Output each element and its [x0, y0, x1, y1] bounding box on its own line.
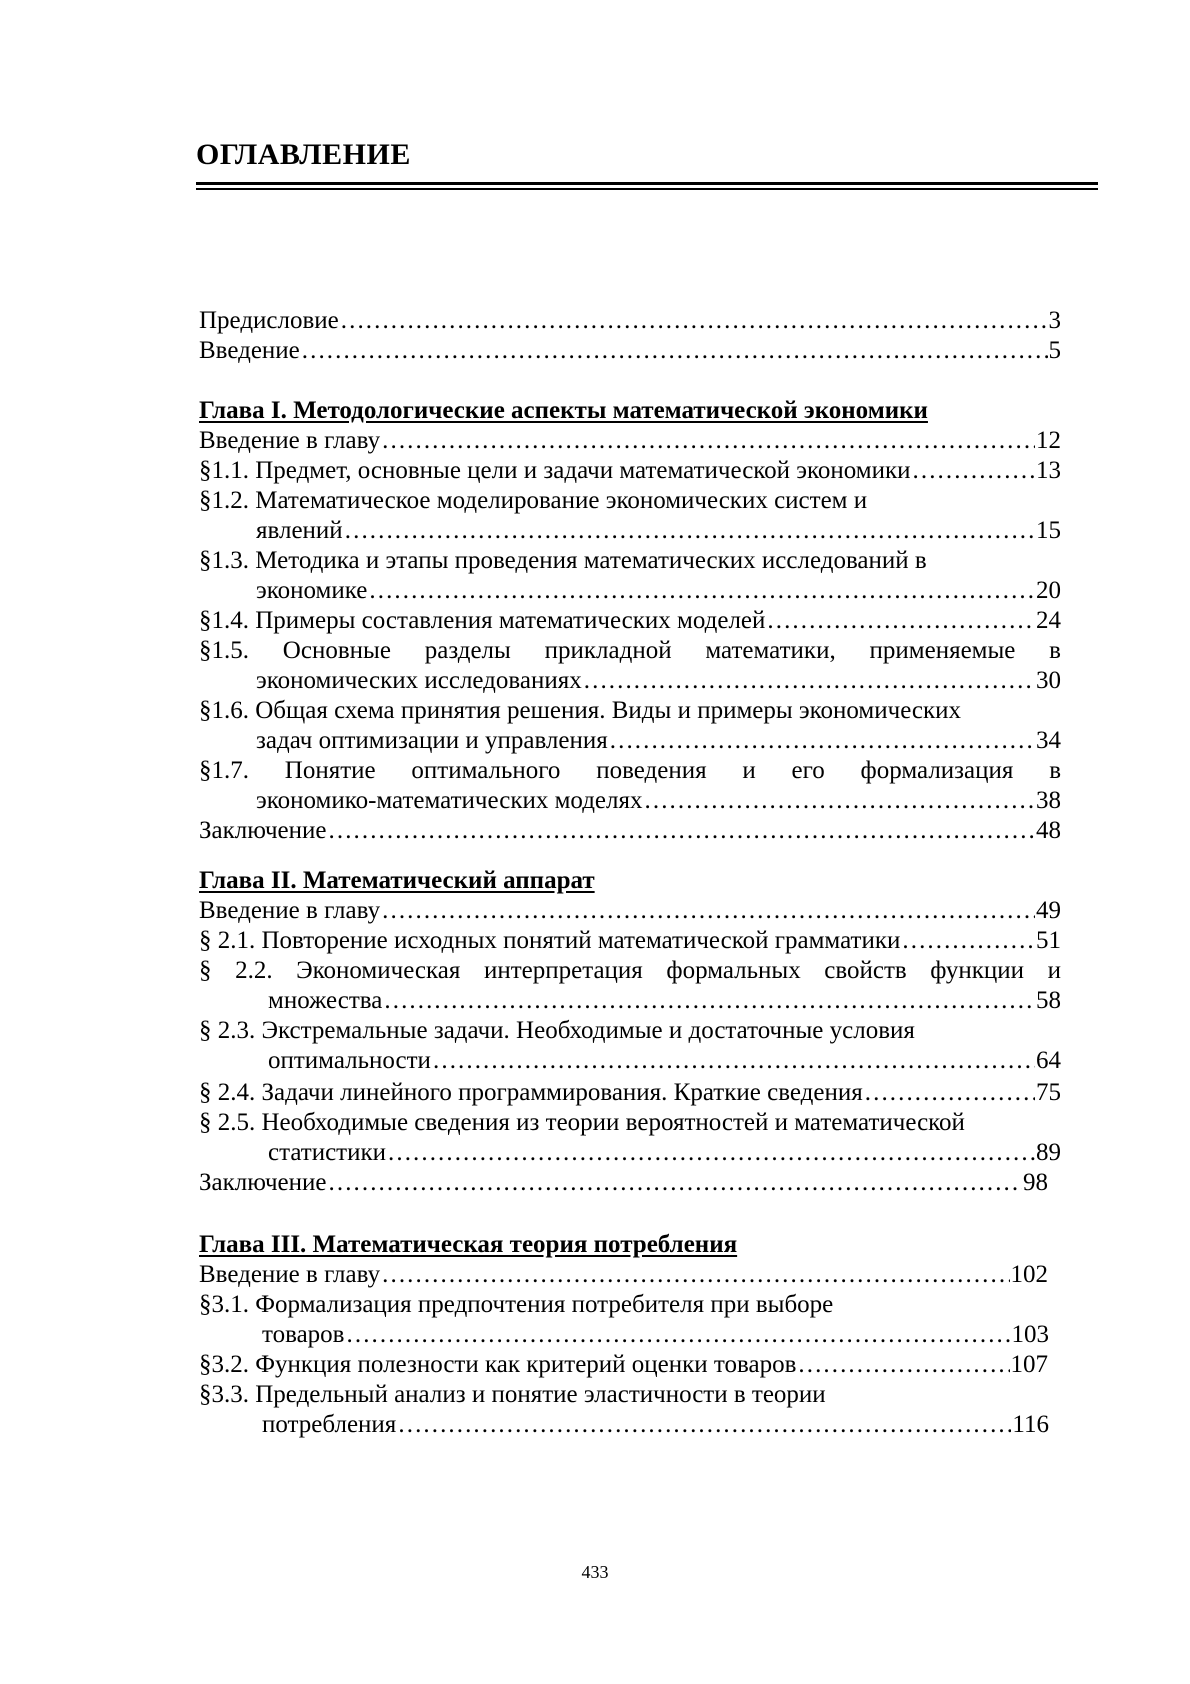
toc-entry-2-2-line1: § 2.2. Экономическая интерпретация формальных свойств функции и	[199, 957, 1061, 984]
toc-page: 89	[1036, 1139, 1061, 1166]
toc-page: 49	[1036, 897, 1061, 924]
toc-page: 103	[1011, 1321, 1049, 1348]
toc-leader	[383, 986, 1035, 1016]
toc-entry-ch2-conclusion	[199, 1168, 1048, 1198]
toc-leader	[340, 306, 1048, 336]
toc-entry-3-3-line1: §3.3. Предельный анализ и понятие эластичности в теории	[199, 1381, 826, 1408]
toc-leader	[432, 1046, 1035, 1076]
toc-page: 107	[1010, 1351, 1048, 1378]
toc-leader	[368, 576, 1035, 606]
toc-page: 20	[1036, 577, 1061, 604]
toc-page: 15	[1036, 517, 1061, 544]
toc-entry-1-4	[199, 606, 1061, 636]
toc-label: Введение в главу	[199, 427, 381, 454]
toc-label: Введение	[199, 337, 300, 364]
toc-leader	[328, 816, 1036, 846]
toc-label: Введение в главу	[199, 897, 381, 924]
toc-label: § 2.4. Задачи линейного программирования. Краткие сведения	[199, 1079, 863, 1106]
toc-leader	[381, 1260, 1009, 1290]
toc-leader	[381, 426, 1035, 456]
page-number: 433	[581, 1562, 609, 1582]
toc-page: 98	[1023, 1169, 1048, 1196]
title-rule-thick	[196, 182, 1098, 185]
toc-label: множества	[268, 987, 383, 1014]
toc-label: задач оптимизации и управления	[256, 727, 608, 754]
toc-entry-1-3-line1: §1.3. Методика и этапы проведения математических исследований в	[199, 547, 927, 574]
toc-entry-1-1	[199, 456, 1061, 486]
toc-entry-3-1-line2	[262, 1320, 1049, 1350]
chapter-1-title: Глава I. Методологические аспекты математической экономики	[199, 397, 928, 424]
toc-label: экономических исследованиях	[256, 667, 582, 694]
toc-label: явлений	[256, 517, 343, 544]
toc-page: 51	[1036, 927, 1061, 954]
toc-leader	[766, 606, 1035, 636]
toc-label: потребления	[262, 1411, 397, 1438]
toc-label: Заключение	[199, 1169, 327, 1196]
toc-entry-3-2	[199, 1350, 1048, 1380]
toc-entry-1-5-line1: §1.5. Основные разделы прикладной математики, применяемые в	[199, 637, 1061, 664]
toc-page: 13	[1036, 457, 1061, 484]
toc-label: Предисловие	[199, 307, 339, 334]
toc-entry-1-2-line1: §1.2. Математическое моделирование экономических систем и	[199, 487, 868, 514]
toc-entry-2-3-line2	[268, 1046, 1061, 1076]
toc-entry-ch1-intro	[199, 426, 1061, 456]
toc-entry-1-7-line1: §1.7. Понятие оптимального поведения и его формализация в	[199, 757, 1061, 784]
page-title: ОГЛАВЛЕНИЕ	[196, 138, 411, 171]
toc-entry-1-5-line2	[256, 666, 1061, 696]
toc-leader	[583, 666, 1035, 696]
toc-entry-2-5-line1: § 2.5. Необходимые сведения из теории вероятностей и математической	[199, 1109, 965, 1136]
toc-page: 64	[1036, 1047, 1061, 1074]
toc-leader	[644, 786, 1036, 816]
toc-page: 30	[1036, 667, 1061, 694]
toc-page: 102	[1010, 1261, 1048, 1288]
toc-entry-2-1	[199, 926, 1061, 956]
toc-entry-3-3-line2	[262, 1410, 1049, 1440]
toc-label: оптимальности	[268, 1047, 431, 1074]
toc-entry-1-6-line1: §1.6. Общая схема принятия решения. Виды и примеры экономических	[199, 697, 962, 724]
toc-leader	[381, 896, 1035, 926]
toc-entry-ch2-intro	[199, 896, 1061, 926]
toc-leader	[344, 516, 1035, 546]
toc-leader	[912, 456, 1035, 486]
title-rule-thin	[196, 188, 1098, 190]
toc-entry-2-4	[199, 1078, 1061, 1108]
toc-page: 24	[1036, 607, 1061, 634]
toc-label: §1.4. Примеры составления математических моделей	[199, 607, 766, 634]
toc-leader	[387, 1138, 1035, 1168]
toc-entry-1-7-line2	[256, 786, 1061, 816]
toc-leader	[609, 726, 1035, 756]
toc-leader	[345, 1320, 1010, 1350]
toc-page: 34	[1036, 727, 1061, 754]
toc-label: экономико-математических моделях	[256, 787, 643, 814]
toc-entry-intro	[199, 336, 1061, 366]
toc-page: 75	[1036, 1079, 1061, 1106]
toc-leader	[864, 1078, 1035, 1108]
toc-label: Введение в главу	[199, 1261, 381, 1288]
toc-entry-1-6-line2	[256, 726, 1061, 756]
toc-page: 116	[1012, 1411, 1049, 1438]
toc-entry-2-2-line2	[268, 986, 1061, 1016]
toc-page: 48	[1036, 817, 1061, 844]
toc-entry-2-3-line1: § 2.3. Экстремальные задачи. Необходимые и достаточные условия	[199, 1017, 915, 1044]
toc-leader	[397, 1410, 1011, 1440]
toc-entry-1-2-line2	[256, 516, 1061, 546]
toc-leader	[797, 1350, 1009, 1380]
toc-leader	[328, 1168, 1023, 1198]
toc-leader	[901, 926, 1035, 956]
toc-entry-ch1-conclusion	[199, 816, 1061, 846]
toc-label: §3.2. Функция полезности как критерий оценки товаров	[199, 1351, 797, 1378]
toc-entry-3-1-line1: §3.1. Формализация предпочтения потребителя при выборе	[199, 1291, 834, 1318]
toc-page: 12	[1036, 427, 1061, 454]
toc-label: § 2.1. Повторение исходных понятий математической грамматики	[199, 927, 901, 954]
chapter-2-title: Глава II. Математический аппарат	[199, 867, 595, 894]
toc-label: статистики	[268, 1139, 387, 1166]
toc-entry-ch3-intro	[199, 1260, 1048, 1290]
toc-leader	[301, 336, 1048, 366]
toc-entry-preface	[199, 306, 1061, 336]
toc-entry-2-5-line2	[268, 1138, 1061, 1168]
toc-label: §1.1. Предмет, основные цели и задачи математической экономики	[199, 457, 911, 484]
toc-entry-1-3-line2	[256, 576, 1061, 606]
toc-page: 38	[1036, 787, 1061, 814]
toc-label: товаров	[262, 1321, 345, 1348]
toc-page: 3	[1048, 307, 1061, 334]
toc-label: экономике	[256, 577, 368, 604]
toc-page: 58	[1036, 987, 1061, 1014]
toc-label: Заключение	[199, 817, 327, 844]
chapter-3-title: Глава III. Математическая теория потребления	[199, 1231, 738, 1258]
toc-page: 5	[1048, 337, 1061, 364]
